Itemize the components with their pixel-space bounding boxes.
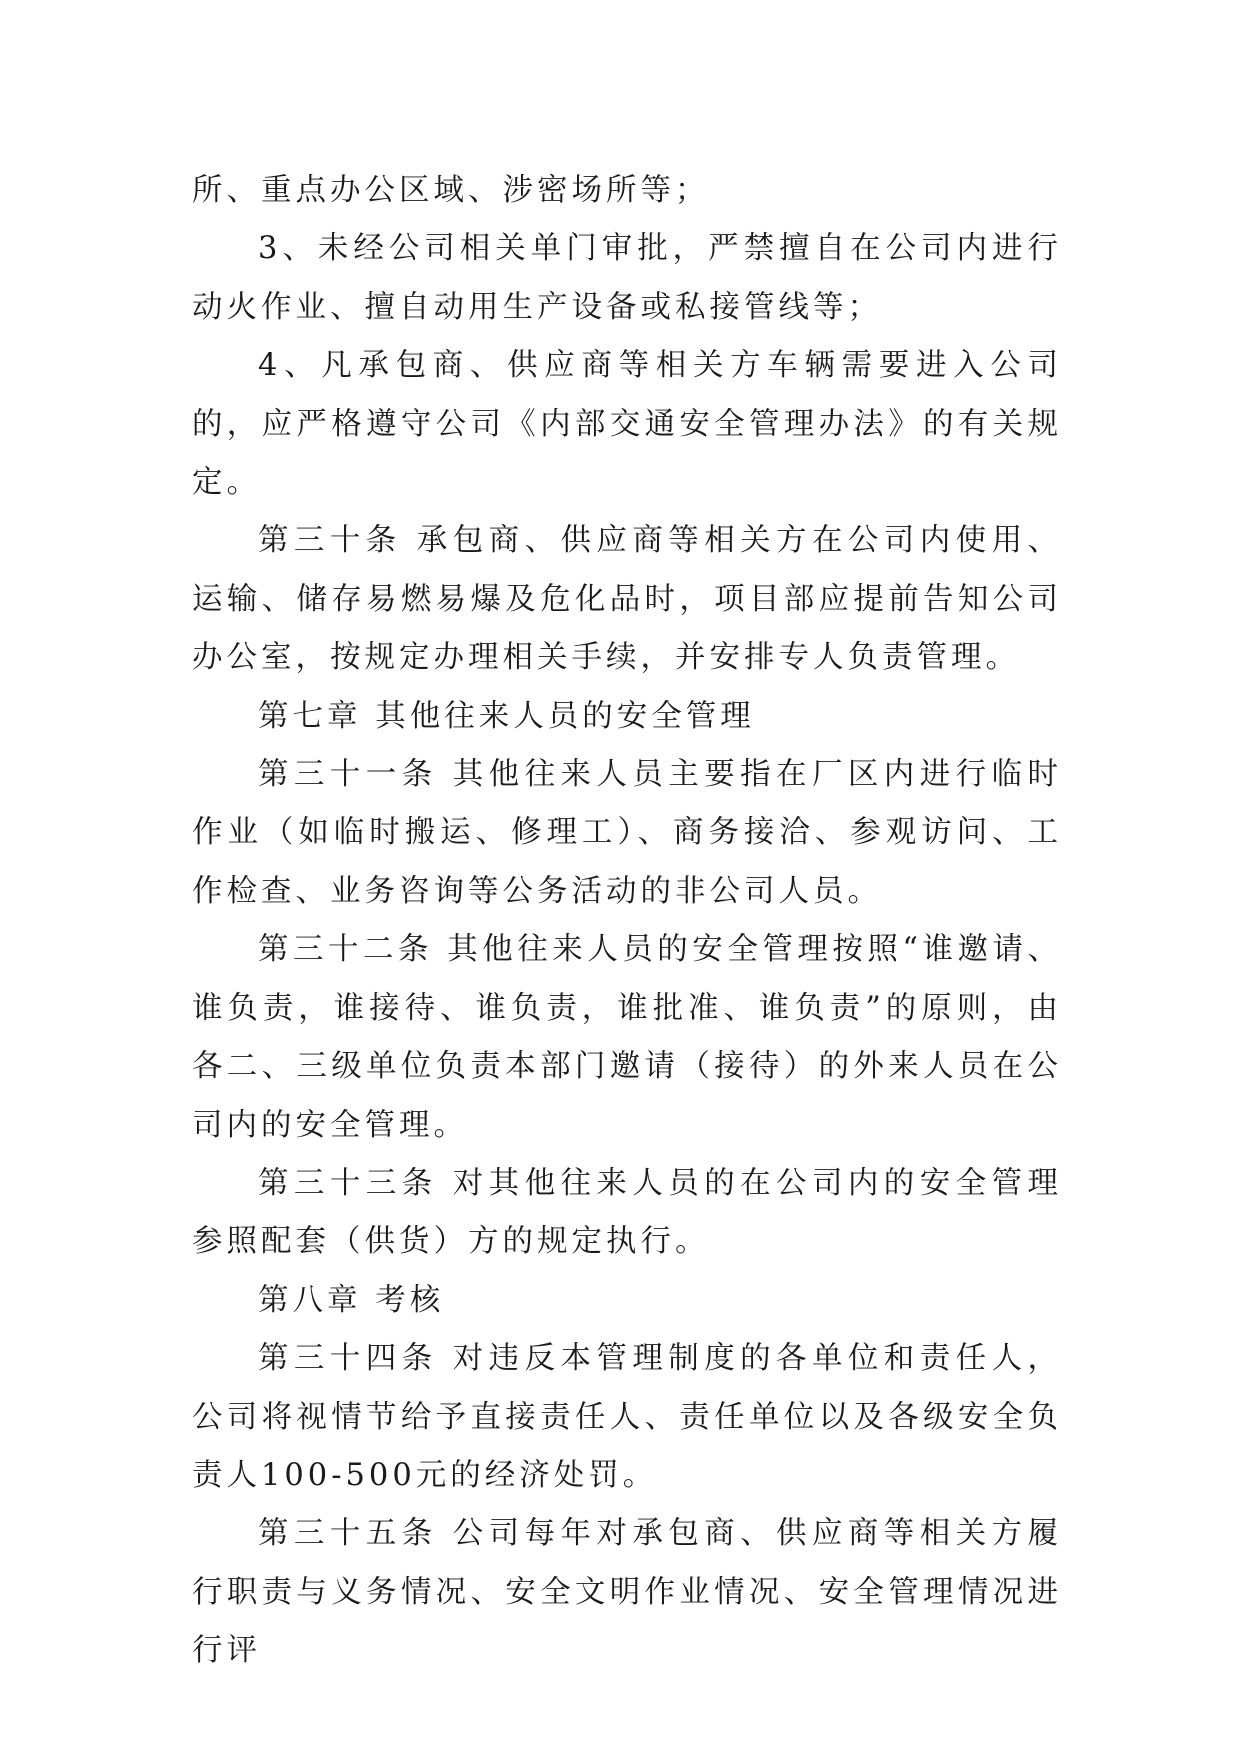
paragraph-article-34: 第三十四条 对违反本管理制度的各单位和责任人，公司将视情节给予直接责任人、责任单位以及各级安全负责人100-500元的经济处罚。 — [192, 1341, 1062, 1493]
paragraph-item-4: 4、凡承包商、供应商等相关方车辆需要进入公司的，应严格遵守公司《内部交通安全管理办法》的有关规定。 — [192, 348, 1062, 501]
paragraph-article-33: 第三十三条 对其他往来人员的在公司内的安全管理参照配套（供货）方的规定执行。 — [192, 1165, 1062, 1260]
paragraph-article-32: 第三十二条 其他往来人员的安全管理按照“谁邀请、谁负责，谁接待、谁负责，谁批准、谁负责”的原则，由各二、三级单位负责本部门邀请（接待）的外来人员在公司内的安全管理。 — [192, 932, 1062, 1143]
chapter-heading-8: 第八章 考核 — [258, 1282, 445, 1318]
paragraph-article-31: 第三十一条 其他往来人员主要指在厂区内进行临时作业（如临时搬运、修理工）、商务接洽、参观访问、工作检查、业务咨询等公务活动的非公司人员。 — [192, 757, 1062, 909]
document-body — [192, 162, 1062, 1681]
paragraph-article-35: 第三十五条 公司每年对承包商、供应商等相关方履行职责与义务情况、安全文明作业情况、安全管理情况进行评 — [192, 1516, 1062, 1669]
paragraph-continuation: 所、重点办公区域、涉密场所等； — [192, 173, 710, 208]
paragraph-item-3: 3、未经公司相关单门审批，严禁擅自在公司内进行动火作业、擅自动用生产设备或私接管线等； — [192, 231, 1062, 325]
chapter-heading-7: 第七章 其他往来人员的安全管理 — [258, 698, 755, 734]
paragraph-article-30: 第三十条 承包商、供应商等相关方在公司内使用、运输、储存易燃易爆及危化品时，项目部应提前告知公司办公室，按规定办理相关手续，并安排专人负责管理。 — [192, 523, 1062, 676]
